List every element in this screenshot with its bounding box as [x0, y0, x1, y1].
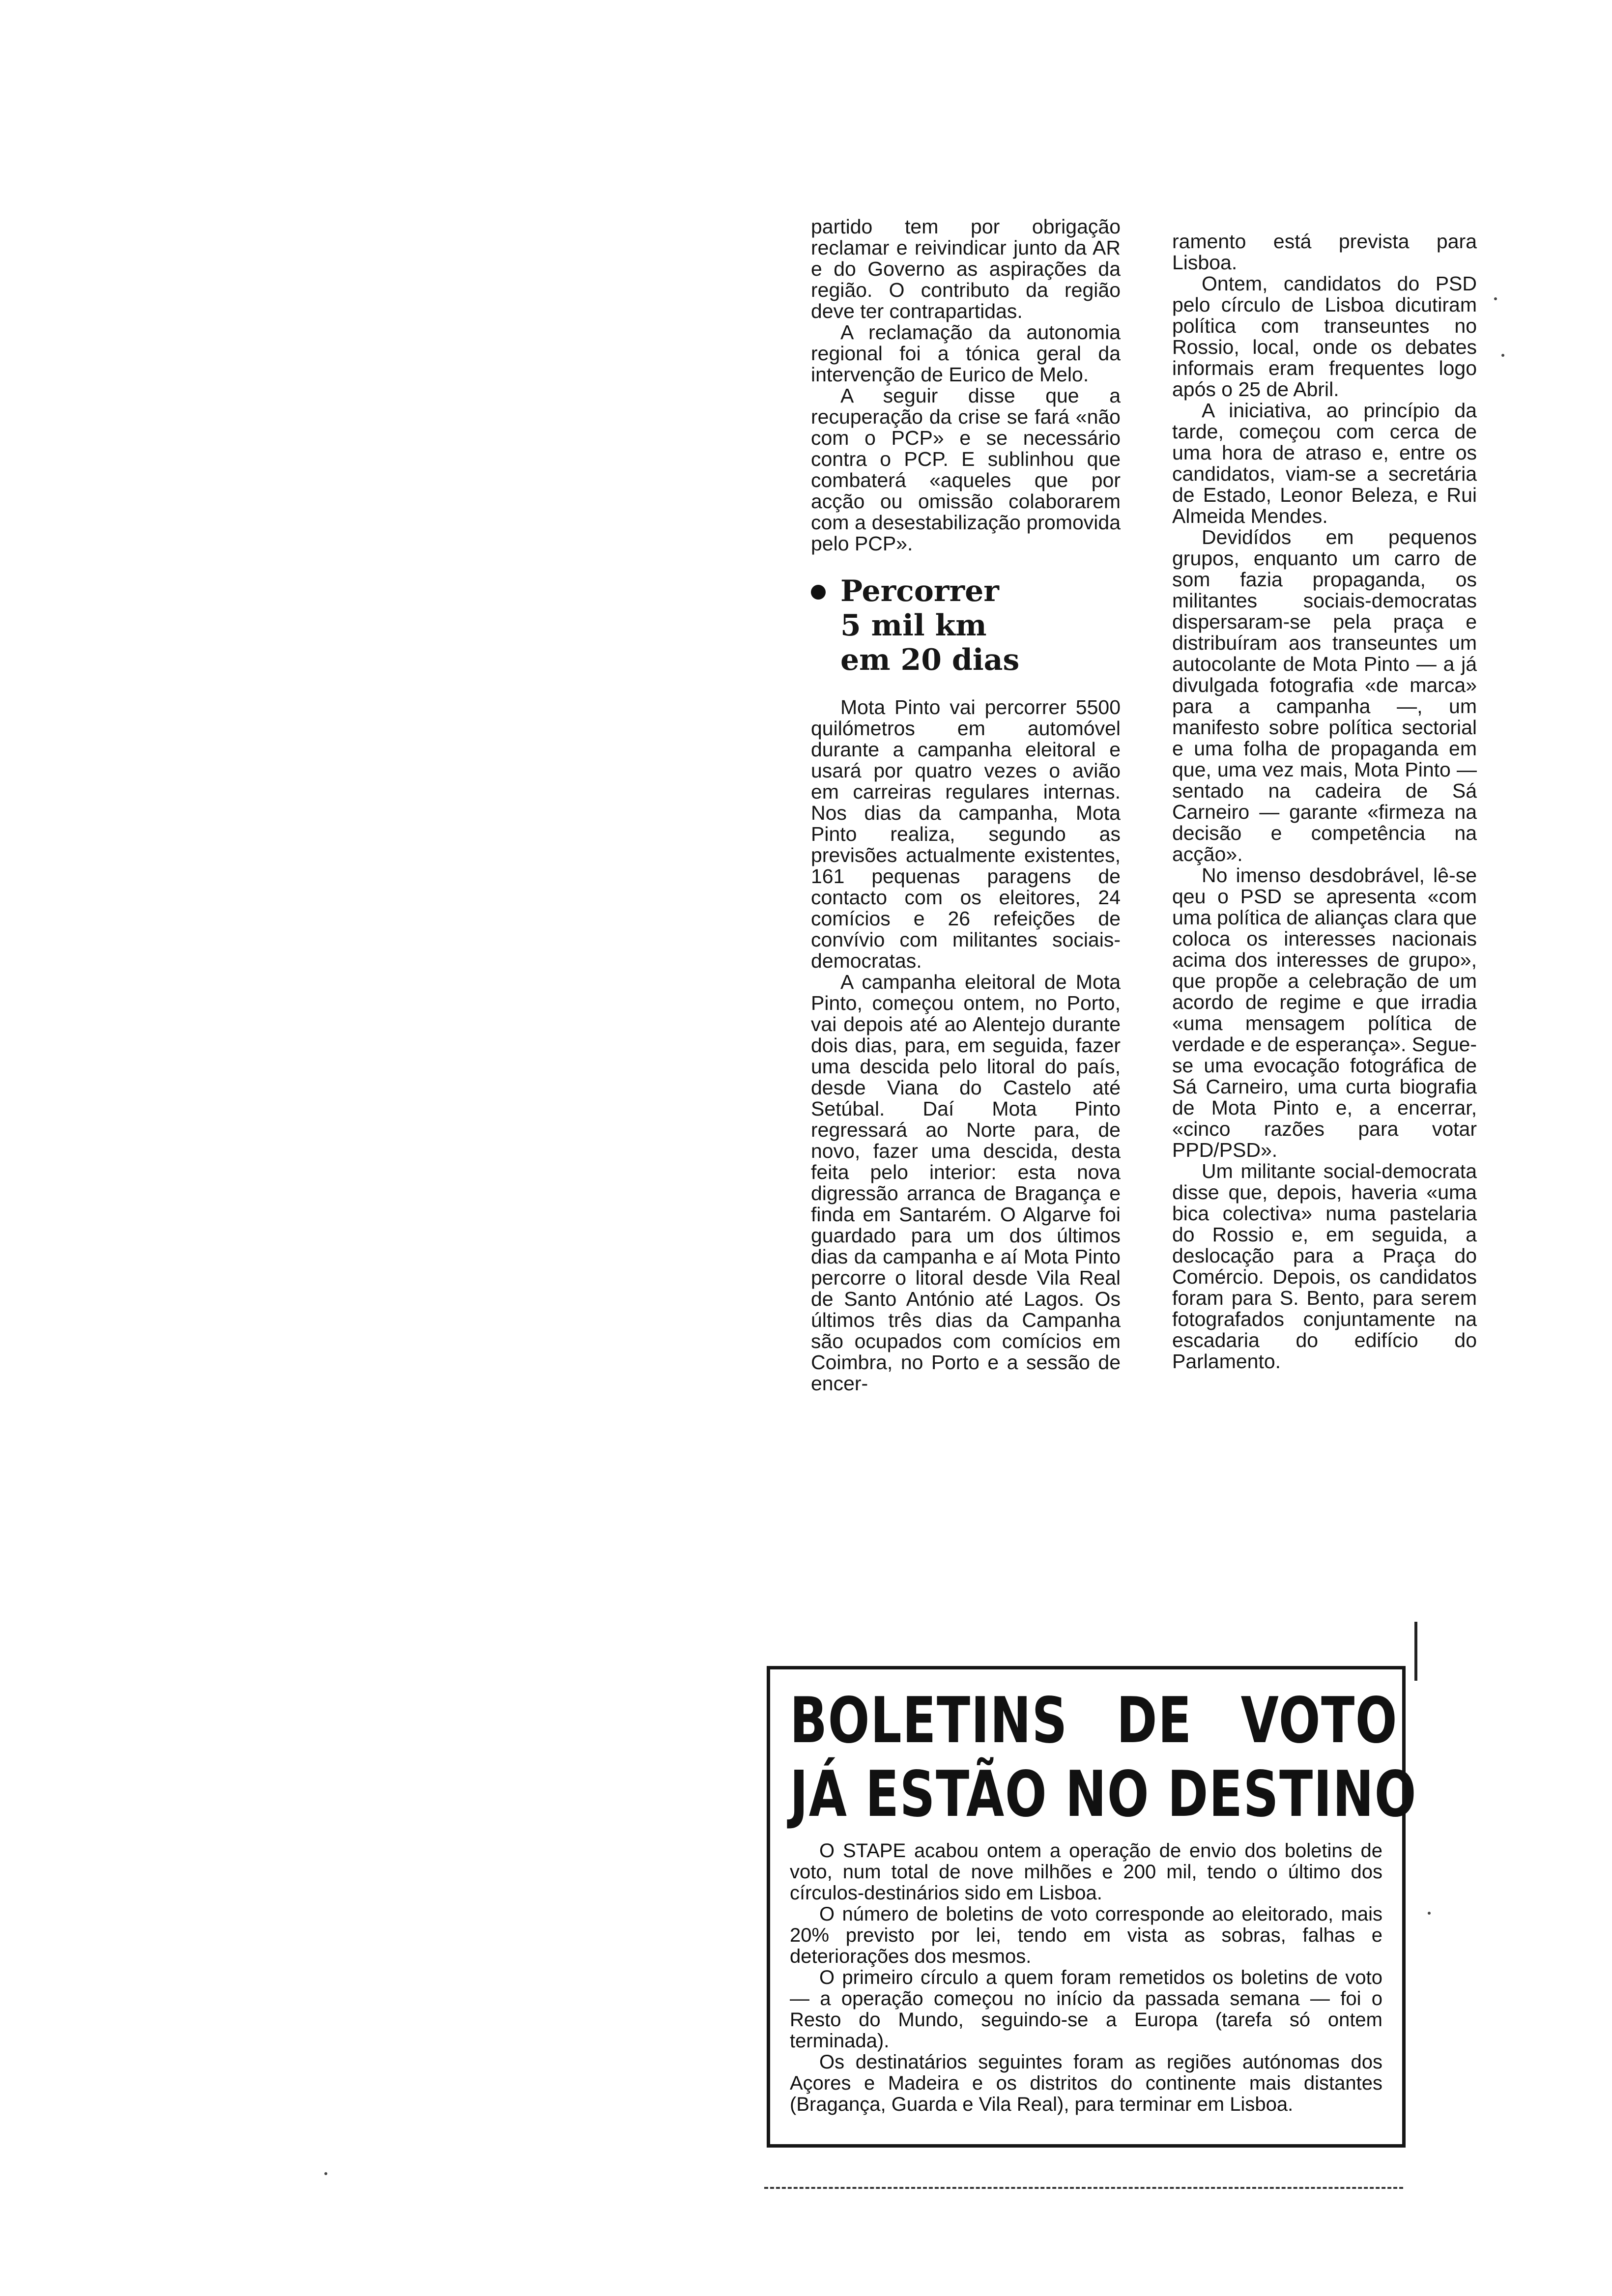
column-edge-mark [1414, 1622, 1417, 1681]
boxed-article [767, 1666, 1417, 2148]
right-column [1172, 231, 1477, 1372]
paragraph: No imenso desdobrável, lê-se qeu o PSD se apresenta «com uma política de alianças clara que coloca os interesses nacionais acima dos interesses de grupo», que propõe a celebração de um acordo de regime e que irradia «uma mensagem política de verdade e de esperança». Segue-se uma evocação fotográfica de Sá Carneiro, uma curta biografia de Mota Pinto e, a encerrar, «cinco razões para votar PPD/PSD». [1172, 864, 1477, 1161]
bottom-divider [764, 2187, 1403, 2189]
scan-speck [1501, 354, 1504, 357]
paragraph: O STAPE acabou ontem a operação de envio dos boletins de voto, num total de nove milhões e 200 mil, tendo o último dos círculos-destinários sido em Lisboa. [790, 1840, 1382, 1904]
headline: JÁ ESTÃO NO DESTINO [790, 1758, 1417, 1831]
scan-speck [1428, 1912, 1431, 1915]
left-column [811, 216, 1121, 1394]
paragraph: O primeiro círculo a quem foram remetidos os boletins de voto — a operação começou no início da passada semana — foi o Resto do Mundo, seguindo-se a Europa (tarefa só ontem terminada). [790, 1967, 1382, 2052]
subheading-line: em 20 dias [840, 643, 1020, 677]
section-subheading [811, 574, 1121, 677]
paragraph: O número de boletins de voto corresponde ao eleitorado, mais 20% previsto por lei, tendo em vista as sobras, falhas e deteriorações dos mesmos. [790, 1903, 1382, 1967]
paragraph: partido tem por obrigação reclamar e reivindicar junto da AR e do Governo as aspirações da região. O contributo da região deve ter contrapartidas. [811, 215, 1121, 322]
paragraph: A seguir disse que a recuperação da crise se fará «não com o PCP» e se necessário contra o PCP. E sublinhou que combaterá «aqueles que por acção ou omissão colaborarem com a desestabilização promovida pelo PCP». [811, 384, 1121, 555]
paragraph: A campanha eleitoral de Mota Pinto, começou ontem, no Porto, vai depois até ao Alentejo durante dois dias, para, em seguida, fazer uma descida pelo litoral do país, desde Viana do Castelo até Setúbal. Daí Mota Pinto regressará ao Norte para, de novo, fazer uma descida, desta feita pelo interior: esta nova digressão arranca de Bragança e finda em Santarém. O Algarve foi guardado para um dos últimos dias da campanha e aí Mota Pinto percorre o litoral desde Vila Real de Santo António até Lagos. Os últimos três dias da Campanha são ocupados com comícios em Coimbra, no Porto e a sessão de encer- [811, 971, 1121, 1395]
bullet-icon [811, 585, 826, 600]
paragraph: Mota Pinto vai percorrer 5500 quilómetros em automóvel durante a campanha eleitoral e usará por quatro vezes o avião em carreiras regulares internas. Nos dias da campanha, Mota Pinto realiza, segundo as previsões actualmente existentes, 161 pequenas paragens de contacto com os eleitores, 24 comícios e 26 refeições de convívio com militantes sociais-democratas. [811, 696, 1121, 972]
paragraph: Devidídos em pequenos grupos, enquanto um carro de som fazia propaganda, os militantes sociais-democratas dispersaram-se pela praça e distribuíram aos transeuntes um autocolante de Mota Pinto — a já divulgada fotografia «de marca» para a campanha —, um manifesto sobre política sectorial e uma folha de propaganda em que, uma vez mais, Mota Pinto — sentado na cadeira de Sá Carneiro — garante «firmeza na decisão e competência na acção». [1172, 526, 1477, 865]
scan-speck [1494, 297, 1497, 300]
paragraph: Os destinatários seguintes foram as regiões autónomas dos Açores e Madeira e os distritos do continente mais distantes (Bragança, Guarda e Vila Real), para terminar em Lisboa. [790, 2051, 1382, 2115]
paragraph: ramento está prevista para Lisboa. [1172, 230, 1477, 274]
paragraph: Um militante social-democrata disse que, depois, haveria «uma bica colectiva» numa pastelaria do Rossio e, em seguida, a deslocação para a Praça do Comércio. Depois, os candidatos foram para S. Bento, para serem fotografados conjuntamente na escadaria do edifício do Parlamento. [1172, 1160, 1477, 1373]
boxed-article-body [790, 1840, 1382, 2115]
subheading-line: 5 mil km [840, 608, 987, 643]
paragraph: A reclamação da autonomia regional foi a tónica geral da intervenção de Eurico de Melo. [811, 321, 1121, 386]
paragraph: Ontem, candidatos do PSD pelo círculo de Lisboa dicutiram política com transeuntes no Rossio, local, onde os debates informais eram frequentes logo após o 25 de Abril. [1172, 272, 1477, 401]
paragraph: A iniciativa, ao princípio da tarde, começou com cerca de uma hora de atraso e, entre os candidatos, viam-se a secretária de Estado, Leonor Beleza, e Rui Almeida Mendes. [1172, 399, 1477, 527]
scan-speck [324, 2172, 327, 2175]
headline: BOLETINS DE VOTO [790, 1684, 1398, 1757]
subheading-line: Percorrer [840, 574, 999, 608]
